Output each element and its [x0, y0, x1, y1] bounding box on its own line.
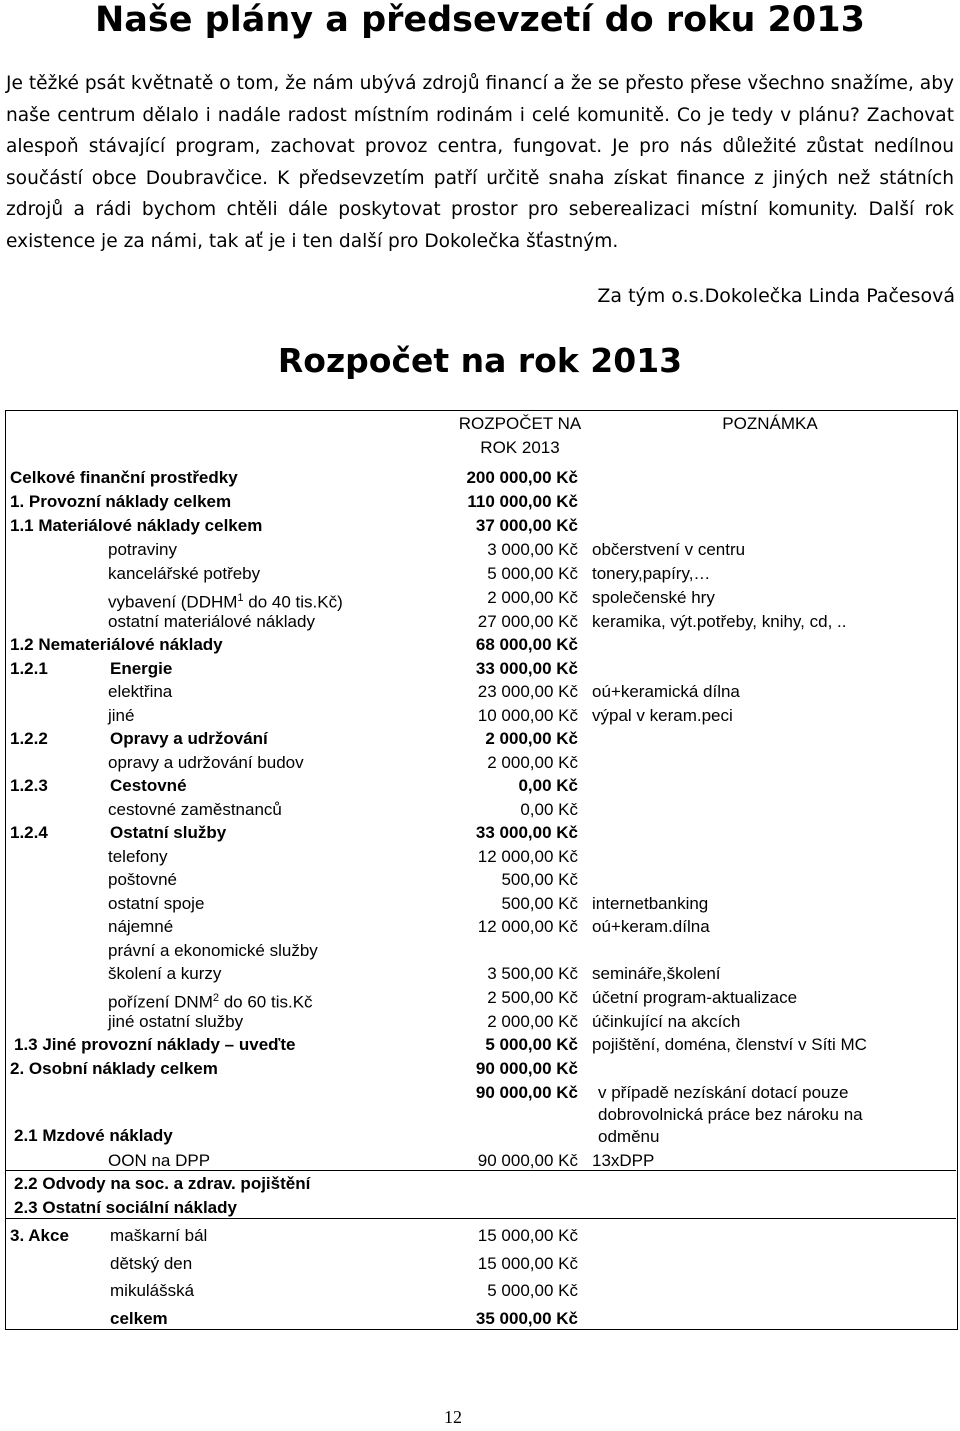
row-label: 2.2 Odvody na soc. a zdrav. pojištění: [14, 1174, 311, 1193]
row-note: účetní program-aktualizace: [592, 988, 798, 1007]
row-label: opravy a udržování budov: [108, 753, 304, 772]
row-label: 2. Osobní náklady celkem: [10, 1059, 218, 1078]
row-label: cestovné zaměstnanců: [108, 800, 282, 819]
header-budget-line1: ROZPOČET NA: [458, 414, 582, 433]
row-amount: 90 000,00 Kč: [477, 1151, 578, 1170]
row-label: jiné ostatní služby: [108, 1012, 244, 1031]
row-label: 1.3 Jiné provozní náklady – uveďte: [14, 1035, 296, 1054]
row-amount: 0,00 Kč: [518, 776, 578, 795]
intro-text-1: Je těžké psát květnatě o tom, že nám ubývá zdrojů financí a že se přesto přese všechno snažíme, aby naše centrum dělalo i nadále radost místním rodinám i celé komunitě. Co je tedy v plánu? Zachovat alespoň stávající program, zachovat provoz centra, fungovat. Je pro nás důležité zůstat nedílnou součástí obce Doubravčice.: [6, 73, 954, 189]
row-amount: 3 500,00 Kč: [487, 964, 578, 983]
header-budget: [420, 412, 620, 460]
row-amount: 33 000,00 Kč: [475, 823, 578, 842]
row-note: v případě nezískání dotací pouze dobrovolnická práce bez nároku na odměnu: [598, 1083, 863, 1146]
row-note: výpal v keram.peci: [592, 706, 733, 725]
row-note: oú+keram.dílna: [592, 917, 710, 936]
row-amount: 5 000,00 Kč: [485, 1035, 578, 1054]
row-label: pořízení DNM$^2$ do 60 tis.Kč: [108, 992, 313, 1012]
row-amount: 33 000,00 Kč: [475, 659, 578, 678]
row-amount: 15 000,00 Kč: [477, 1254, 578, 1273]
signature: Za tým o.s.Dokolečka Linda Pačesová: [597, 285, 955, 307]
row-label: Celkové finanční prostředky: [10, 468, 238, 487]
row-amount: 2 000,00 Kč: [487, 588, 578, 607]
row-amount: 35 000,00 Kč: [475, 1309, 578, 1328]
row-code: 1.2.4: [10, 823, 48, 842]
intro-text-2: K předsevzetím patří určitě snaha získat finance z jiných než státních zdrojů a rádi bychom chtěli dále poskytovat prostor pro seberealizaci místní komunity. Další rok existence je za námi, tak ať je i ten další pro Dokolečka šťastným.: [6, 167, 954, 252]
row-amount: 500,00 Kč: [501, 894, 578, 913]
row-label: ostatní spoje: [108, 894, 205, 913]
row-label: dětský den: [110, 1254, 193, 1273]
row-note: občerstvení v centru: [592, 540, 746, 559]
budget-title: Rozpočet na rok 2013: [277, 341, 683, 380]
row-amount: 12 000,00 Kč: [477, 847, 578, 866]
row-note: oú+keramická dílna: [592, 682, 740, 701]
row-note: pojištění, doména, členství v Síti MC: [592, 1035, 867, 1054]
row-note: semináře,školení: [592, 964, 721, 983]
row-amount: 37 000,00 Kč: [475, 516, 578, 535]
row-label: 2.3 Ostatní sociální náklady: [14, 1198, 237, 1217]
row-amount: 2 000,00 Kč: [487, 753, 578, 772]
row-label: elektřina: [108, 682, 173, 701]
row-note: účinkující na akcích: [592, 1012, 741, 1031]
row-amount: 200 000,00 Kč: [466, 468, 578, 487]
row-code: 3. Akce: [10, 1226, 69, 1245]
row-label: 1.1 Materiálové náklady celkem: [10, 516, 263, 535]
row-label: celkem: [110, 1309, 168, 1328]
row-amount: 10 000,00 Kč: [477, 706, 578, 725]
row-note: internetbanking: [592, 894, 709, 913]
row-amount: 27 000,00 Kč: [477, 612, 578, 631]
row-label: 1.2 Nemateriálové náklady: [10, 635, 223, 654]
row-label: školení a kurzy: [108, 964, 222, 983]
row-amount: 15 000,00 Kč: [477, 1226, 578, 1245]
row-label: vybavení (DDHM$^1$ do 40 tis.Kč): [108, 592, 343, 612]
row-label: poštovné: [108, 870, 177, 889]
row-label: ostatní materiálové náklady: [108, 612, 315, 631]
row-label: Ostatní služby: [110, 823, 227, 842]
row-label: kancelářské potřeby: [108, 564, 261, 583]
row-amount: 500,00 Kč: [501, 870, 578, 889]
row-amount: 0,00 Kč: [520, 800, 578, 819]
header-budget-line2: ROK 2013: [480, 438, 560, 457]
row-amount: 5 000,00 Kč: [487, 1281, 578, 1300]
row-amount: 2 000,00 Kč: [485, 729, 578, 748]
row-label: jiné: [108, 706, 135, 725]
table-separator: [6, 1218, 956, 1219]
row-note: tonery,papíry,…: [592, 564, 711, 583]
row-amount: 2 000,00 Kč: [487, 1012, 578, 1031]
row-label: 1. Provozní náklady celkem: [10, 492, 232, 511]
page-number: 12: [444, 1407, 462, 1427]
intro-paragraph: [6, 68, 954, 257]
row-amount: 2 500,00 Kč: [487, 988, 578, 1007]
row-label: Energie: [110, 659, 173, 678]
row-amount: 12 000,00 Kč: [477, 917, 578, 936]
row-label: maškarní bál: [110, 1226, 208, 1245]
row-code: 1.2.3: [10, 776, 48, 795]
row-amount: 23 000,00 Kč: [477, 682, 578, 701]
row-label: telefony: [108, 847, 168, 866]
row-amount: 3 000,00 Kč: [487, 540, 578, 559]
row-code: 1.2.2: [10, 729, 48, 748]
row-amount: 68 000,00 Kč: [475, 635, 578, 654]
row-note: keramika, výt.potřeby, knihy, cd, ..: [592, 612, 847, 631]
row-label: OON na DPP: [108, 1151, 211, 1170]
row-label: Cestovné: [110, 776, 187, 795]
table-separator: [6, 1170, 956, 1171]
row-amount: 5 000,00 Kč: [487, 564, 578, 583]
row-amount: 90 000,00 Kč: [475, 1059, 578, 1078]
row-code: 1.2.1: [10, 659, 48, 678]
row-note: 13xDPP: [592, 1151, 655, 1170]
row-amount: 90 000,00 Kč: [475, 1083, 578, 1102]
page-title: Naše plány a předsevzetí do roku 2013: [95, 0, 865, 40]
row-label: 2.1 Mzdové náklady: [14, 1126, 173, 1145]
row-label: Opravy a udržování: [110, 729, 268, 748]
row-note: společenské hry: [592, 588, 715, 607]
row-label: potraviny: [108, 540, 177, 559]
row-label: právní a ekonomické služby: [108, 941, 318, 960]
row-label: mikulášská: [110, 1281, 195, 1300]
row-label: nájemné: [108, 917, 174, 936]
header-note: POZNÁMKA: [722, 414, 818, 433]
row-amount: 110 000,00 Kč: [467, 492, 578, 511]
